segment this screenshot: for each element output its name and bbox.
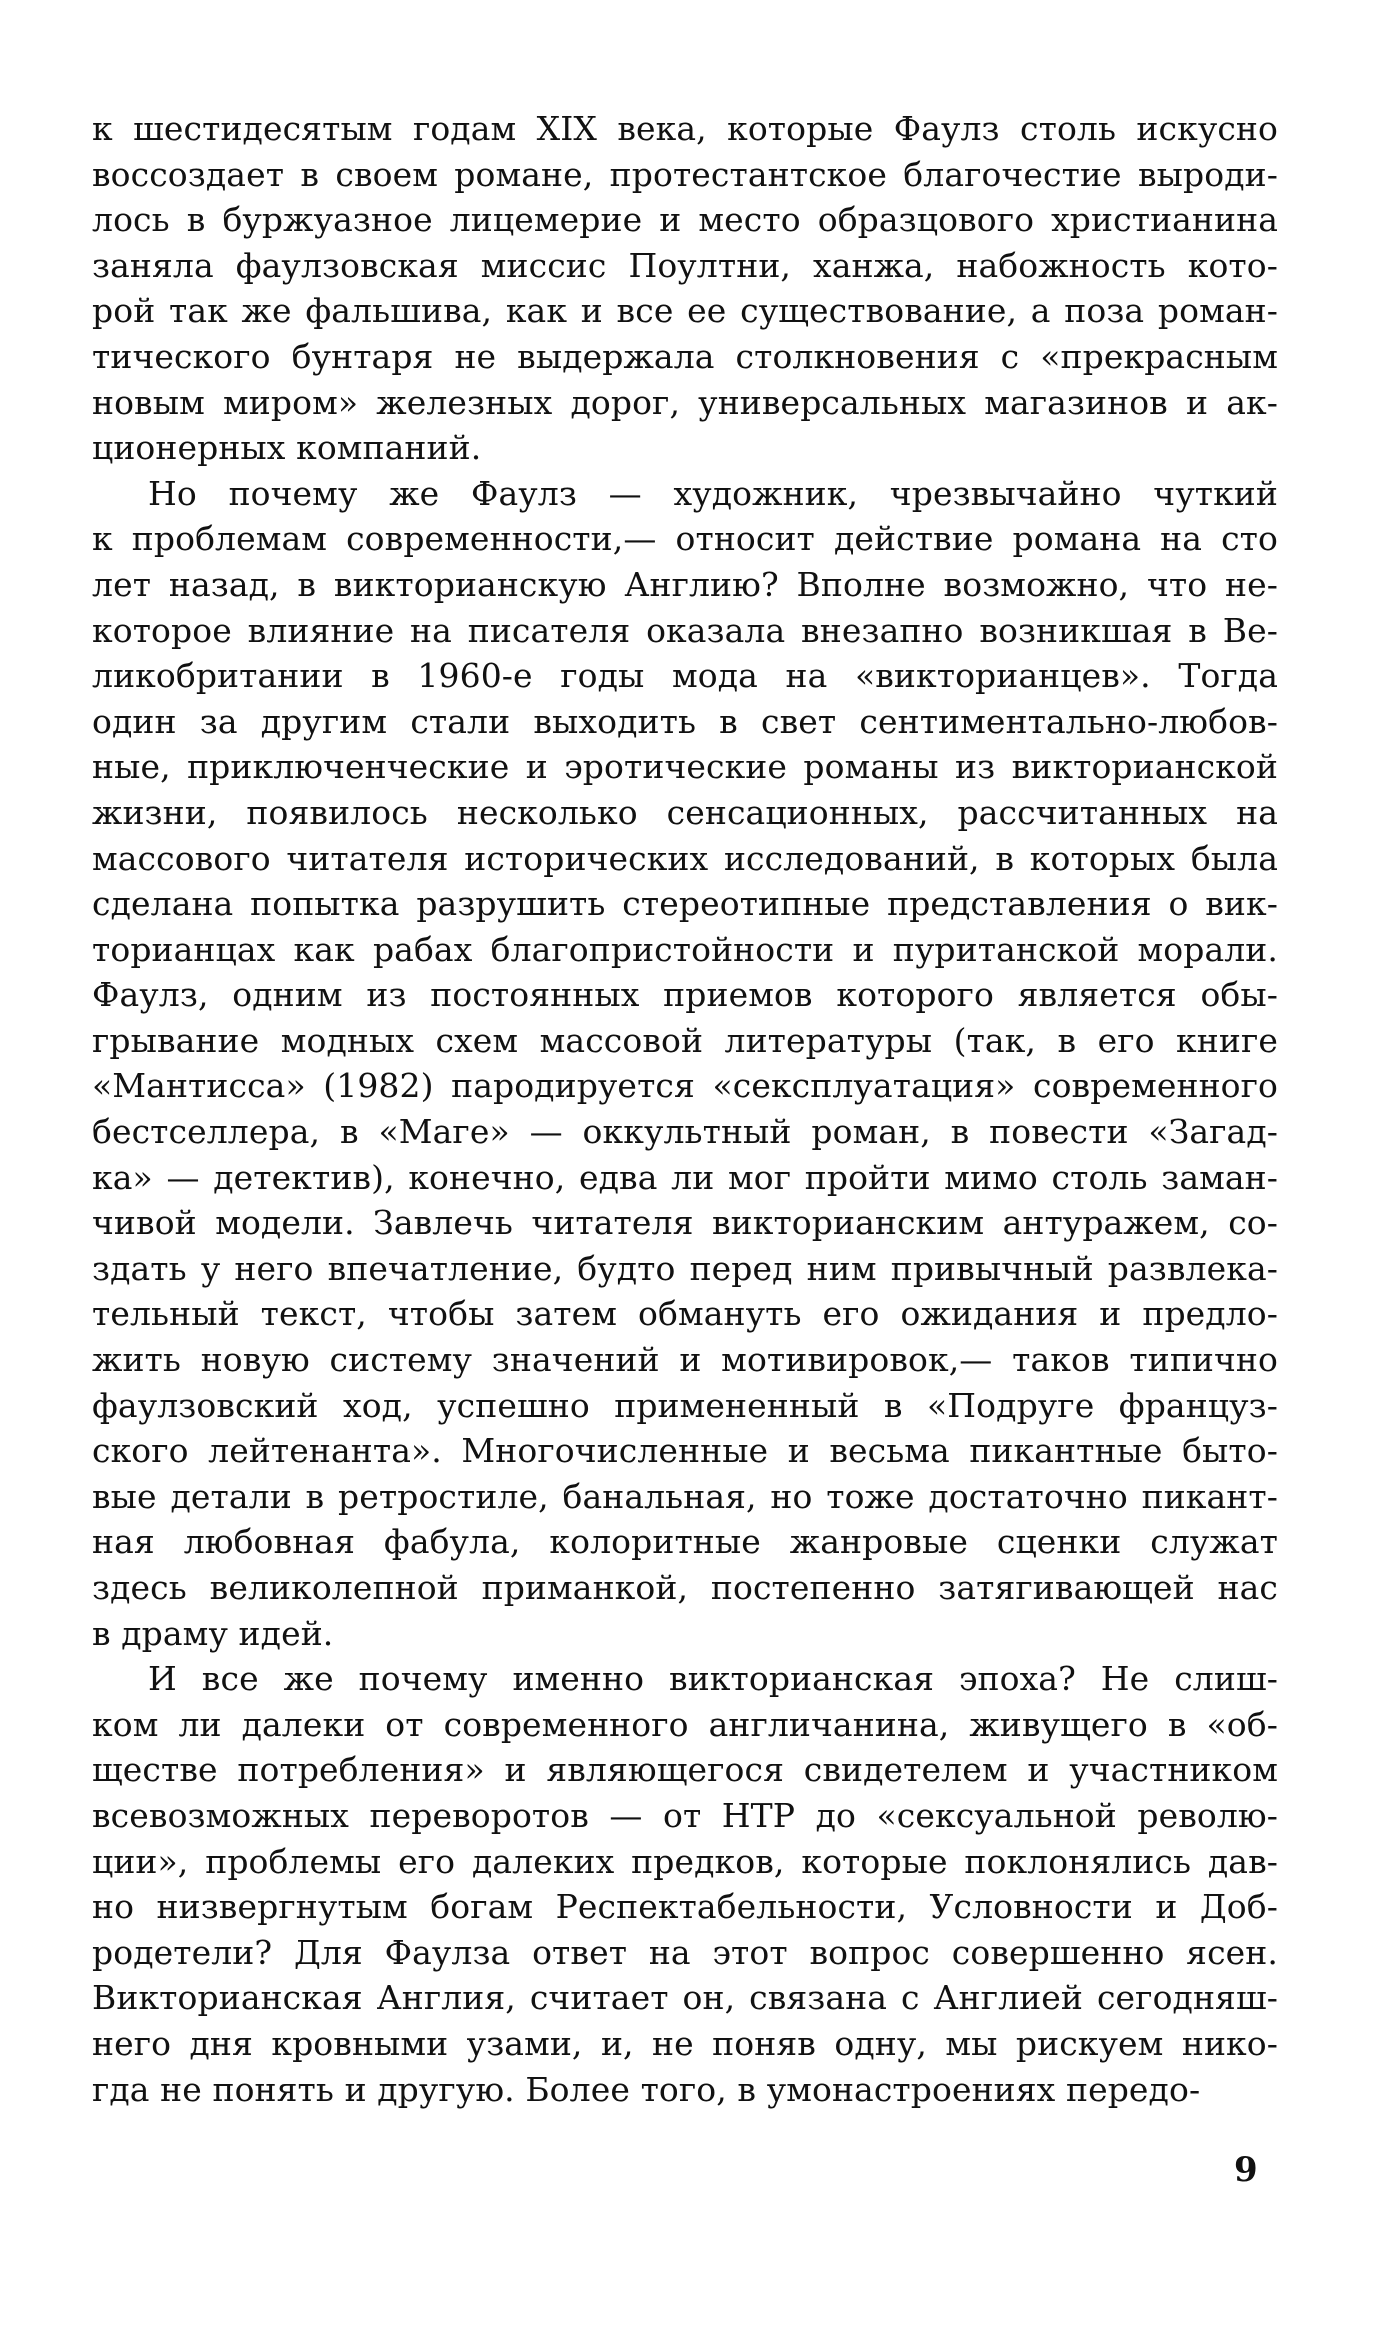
text-line: грывание модных схем массовой литературы (так, в его книге	[92, 1020, 1278, 1060]
text-line: торианцах как рабах благопристойности и пуританской морали.	[92, 929, 1278, 969]
text-line: Фаулз, одним из постоянных приемов которого является обы-	[92, 975, 1278, 1015]
text-line: лось в буржуазное лицемерие и место образцового христианина	[92, 200, 1278, 240]
text-line: воссоздает в своем романе, протестантское благочестие выроди-	[92, 154, 1278, 194]
text-line: «Мантисса» (1982) пародируется «сексплуатация» современного	[92, 1066, 1278, 1106]
text-line: здесь великолепной приманкой, постепенно затягивающей нас	[92, 1568, 1278, 1607]
text-line: ка» — детектив), конечно, едва ли мог пройти мимо столь заман-	[92, 1157, 1278, 1197]
text-line: один за другим стали выходить в свет сентиментально-любов-	[92, 701, 1278, 741]
text-line: к проблемам современности,— относит действие романа на сто	[92, 519, 1278, 559]
text-line: ные, приключенческие и эротические романы из викторианской	[92, 747, 1278, 787]
text-line: к шестидесятым годам XIX века, которые Фаулз столь искусно	[92, 109, 1278, 148]
text-line: жить новую систему значений и мотивировок,— таков типично	[92, 1340, 1278, 1380]
text-line: тельный текст, чтобы затем обмануть его ожидания и предло-	[92, 1294, 1278, 1334]
text-line: в драму идей.	[92, 1613, 334, 1653]
text-line: чивой модели. Завлечь читателя викторианским антуражем, со-	[92, 1203, 1278, 1243]
text-line: родетели? Для Фаулза ответ на этот вопрос совершенно ясен.	[92, 1932, 1278, 1972]
text-line: Викторианская Англия, считает он, связана с Англией сегодняш-	[92, 1978, 1278, 2018]
text-line: заняла фаулзовская миссис Поултни, ханжа, набожность кото-	[92, 245, 1278, 285]
text-line: здать у него впечатление, будто перед ним привычный развлека-	[92, 1248, 1278, 1288]
text-line: жизни, появилось несколько сенсационных, рассчитанных на	[92, 792, 1278, 832]
text-line: тического бунтаря не выдержала столкновения с «прекрасным	[92, 336, 1278, 376]
text-line: сделана попытка разрушить стереотипные представления о вик-	[92, 884, 1278, 924]
text-line: массового читателя исторических исследований, в которых была	[92, 838, 1278, 878]
text-line: ная любовная фабула, колоритные жанровые сценки служат	[92, 1522, 1278, 1562]
text-line: ликобритании в 1960-е годы мода на «викторианцев». Тогда	[92, 656, 1278, 696]
text-line: ционерных компаний.	[92, 428, 482, 468]
text-line: новым миром» железных дорог, универсальных магазинов и ак-	[92, 382, 1278, 422]
text-line: И все же почему именно викторианская эпоха? Не слиш-	[148, 1659, 1278, 1699]
text-line: но низвергнутым богам Респектабельности, Условности и Доб-	[92, 1887, 1278, 1927]
text-line: него дня кровными узами, и, не поняв одну, мы рискуем нико-	[92, 2023, 1278, 2063]
text-line: ции», проблемы его далеких предков, которые поклонялись дав-	[92, 1841, 1278, 1881]
text-line: лет назад, в викторианскую Англию? Вполне возможно, что не-	[92, 564, 1278, 604]
text-line: гда не понять и другую. Более того, в умонастроениях передо-	[92, 2069, 1201, 2109]
text-line: рой так же фальшива, как и все ее существование, а поза роман-	[92, 291, 1278, 331]
body-text	[92, 106, 1278, 2112]
text-line: ского лейтенанта». Многочисленные и весьма пикантные быто-	[92, 1431, 1278, 1471]
text-line: фаулзовский ход, успешно примененный в «Подруге француз-	[92, 1385, 1278, 1425]
text-line: ществе потребления» и являющегося свидетелем и участником	[92, 1750, 1278, 1790]
text-line: ком ли далеки от современного англичанина, живущего в «об-	[92, 1704, 1278, 1744]
text-line: вые детали в ретростиле, банальная, но тоже достаточно пикант-	[92, 1476, 1278, 1516]
page-number: 9	[1234, 2150, 1258, 2190]
text-line: бестселлера, в «Маге» — оккультный роман, в повести «Загад-	[92, 1112, 1278, 1152]
text-line: которое влияние на писателя оказала внезапно возникшая в Ве-	[92, 610, 1278, 650]
text-line: Но почему же Фаулз — художник, чрезвычайно чуткий	[148, 473, 1278, 513]
text-line: всевозможных переворотов — от НТР до «сексуальной револю-	[92, 1795, 1278, 1835]
